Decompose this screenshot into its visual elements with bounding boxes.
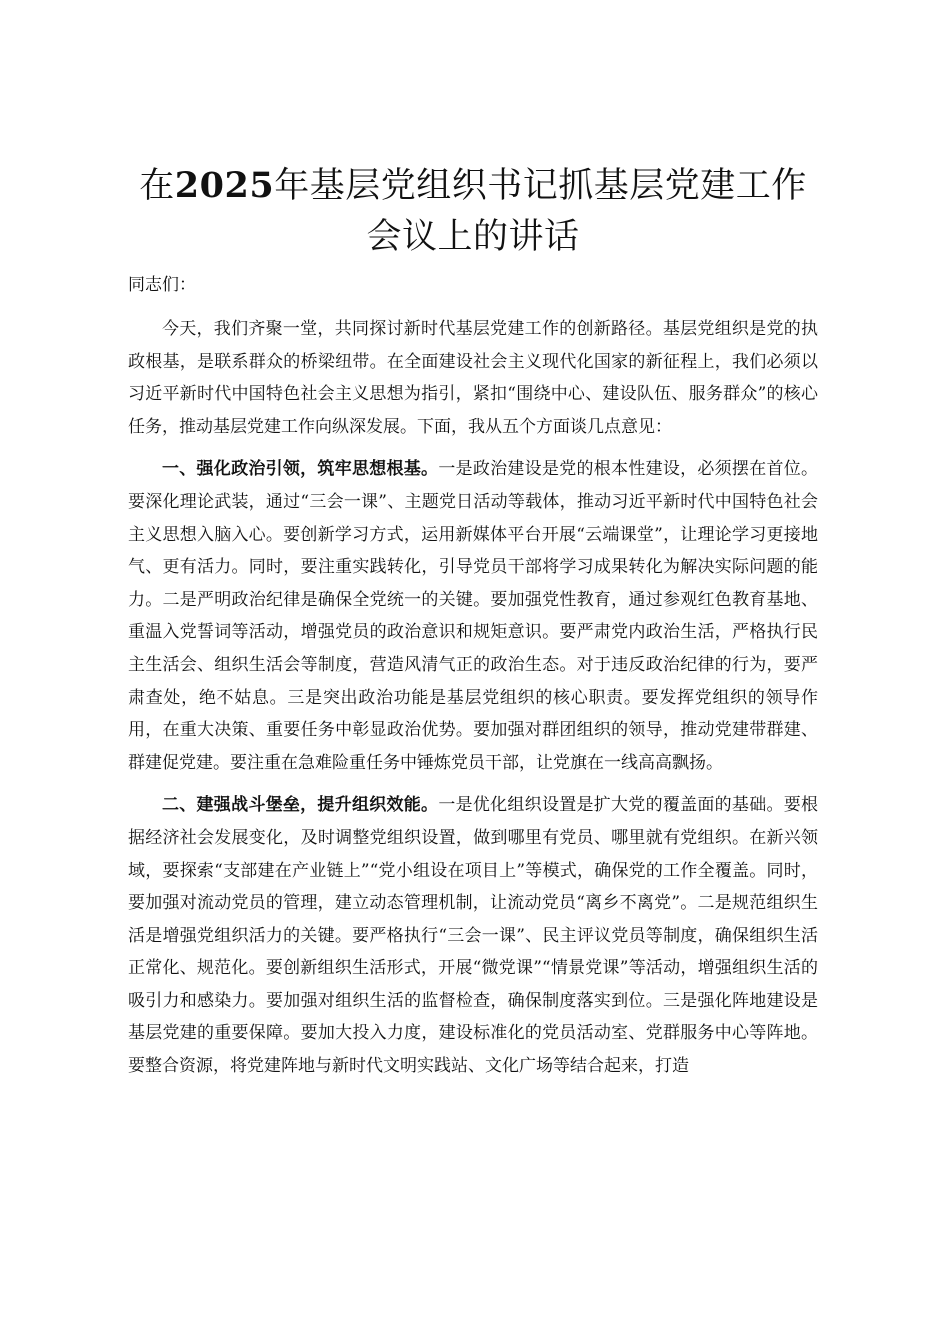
salutation: 同志们： [128, 275, 196, 295]
section-body-1: 一是政治建设是党的根本性建设，必须摆在首位。要深化理论武装，通过“三会一课”、主题党日活动等载体，推动习近平新时代中国特色社会主义思想入脑入心。要创新学习方式，运用新媒体平台开展“云端课堂”，让理论学习更接地气、更有活力。同时，要注重实践转化，引导党员干部将学习成果转化为解决实际问题的能力。二是严明政治纪律是确保全党统一的关键。要加强党性教育，通过参观红色教育基地、重温入党誓词等活动，增强党员的政治意识和规矩意识。要严肃党内政治生活，严格执行民主生活会、组织生活会等制度，营造风清气正的政治生态。对于违反政治纪律的行为，要严肃查处，绝不姑息。三是突出政治功能是基层党组织的核心职责。要发挥党组织的领导作用，在重大决策、重要任务中彰显政治优势。要加强对群团组织的领导，推动党建带群建、群建促党建。要注重在急难险重任务中锤炼党员干部，让党旗在一线高高飘扬。 [128, 459, 819, 773]
document-page [128, 160, 818, 1093]
intro-paragraph: 今天，我们齐聚一堂，共同探讨新时代基层党建工作的创新路径。基层党组织是党的执政根基，是联系群众的桥梁纽带。在全面建设社会主义现代化国家的新征程上，我们必须以习近平新时代中国特色社会主义思想为指引，紧扣“围绕中心、建设队伍、服务群众”的核心任务，推动基层党建工作向纵深发展。下面，我从五个方面谈几点意见： [128, 319, 818, 437]
section-paragraph-1 [128, 453, 818, 779]
title-rest: 年基层党组织书记抓基层党建工作会议上的讲话 [274, 166, 807, 257]
document-title [128, 160, 818, 263]
title-year: 2025 [174, 165, 275, 206]
section-body-2: 一是优化组织设置是扩大党的覆盖面的基础。要根据经济社会发展变化，及时调整党组织设置，做到哪里有党员、哪里就有党组织。在新兴领域，要探索“支部建在产业链上”“党小组设在项目上”等模式，确保党的工作全覆盖。同时，要加强对流动党员的管理，建立动态管理机制，让流动党员“离乡不离党”。二是规范组织生活是增强党组织活力的关键。要严格执行“三会一课”、民主评议党员等制度，确保组织生活正常化、规范化。要创新组织生活形式，开展“微党课”“情景党课”等活动，增强组织生活的吸引力和感染力。要加强对组织生活的监督检查，确保制度落实到位。三是强化阵地建设是基层党建的重要保障。要加大投入力度，建设标准化的党员活动室、党群服务中心等阵地。要整合资源，将党建阵地与新时代文明实践站、文化广场等结合起来，打造 [128, 795, 819, 1077]
section-heading-2: 二、建强战斗堡垒，提升组织效能。 [162, 795, 439, 816]
section-heading-1: 一、强化政治引领，筑牢思想根基。 [162, 459, 439, 480]
title-prefix: 在 [139, 166, 175, 206]
section-paragraph-2 [128, 789, 818, 1082]
